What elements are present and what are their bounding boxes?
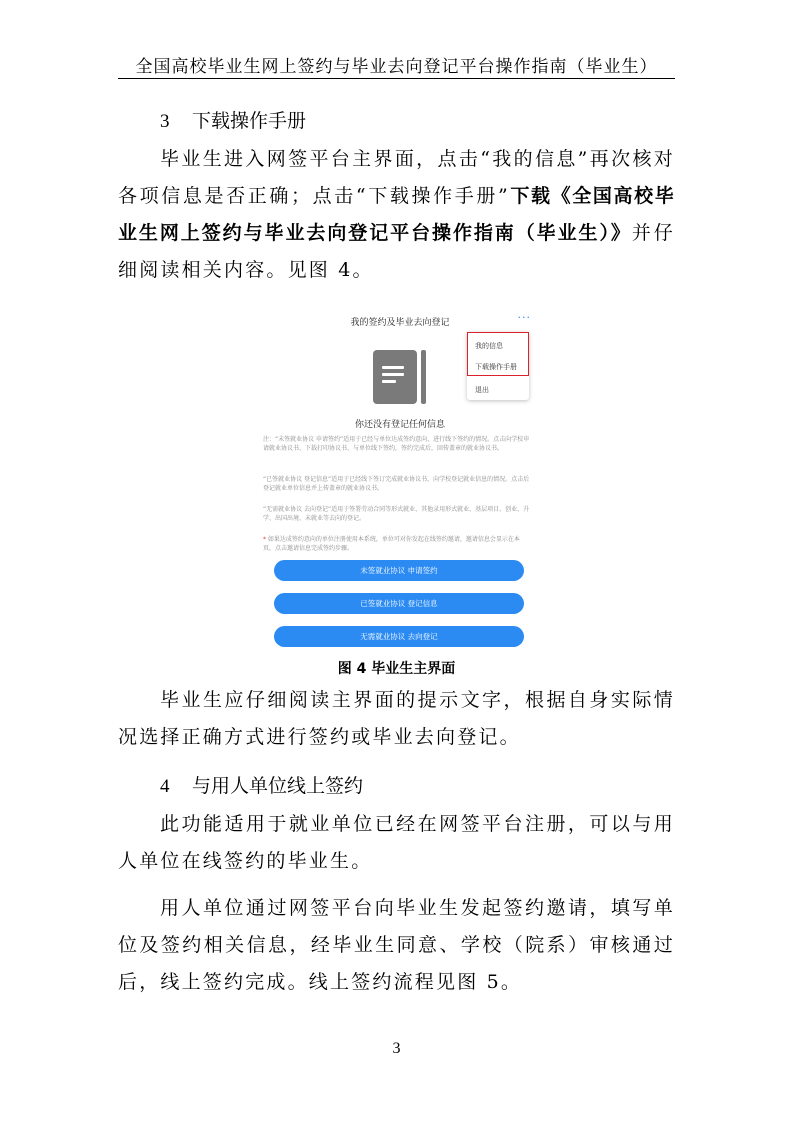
more-icon[interactable]: ··· — [517, 311, 531, 324]
section-4-heading — [160, 771, 363, 798]
section-title: 与用人单位线上签约 — [192, 775, 364, 797]
highlight-box — [467, 332, 529, 376]
page-number: 3 — [392, 1040, 401, 1057]
note-online-invite: * 如果达成签约意向的单位注册使用本系统，单位可对你发起在线签约邀请，邀请信息会显示在本页，点击邀请信息完成签约步骤。 — [263, 535, 531, 553]
register-info-button[interactable]: 已签就业协议 登记信息 — [274, 593, 524, 614]
header-rule — [118, 78, 675, 79]
menu-item-logout[interactable]: 退出 — [475, 386, 489, 394]
apply-sign-button[interactable]: 未签就业协议 申请签约 — [274, 560, 524, 581]
para-bold-text: 下载《全国高校毕业生网上签约与毕业去向登记平台操作指南（毕业生）》 — [118, 185, 675, 244]
menu-item-my-info[interactable]: 我的信息 — [475, 342, 503, 350]
section-number: 3 — [160, 111, 170, 132]
paragraph-process: 用人单位通过网签平台向毕业生发起签约邀请，填写单位及签约相关信息，经毕业生同意、学校（院系）审核通过后，线上签约完成。线上签约流程见图 5。 — [118, 897, 675, 993]
section-number: 4 — [160, 776, 170, 797]
main-interface-screenshot — [255, 305, 545, 657]
para-text: 毕业生进入网签平台主界面，点击“我的信息”再次核对各项信息是否正确；点击“下载操作手册” — [118, 148, 675, 207]
menu-item-download-manual[interactable]: 下载操作手册 — [475, 363, 517, 371]
paragraph-download — [118, 141, 675, 289]
para-text: 并仔细阅读相关内容。见图 4。 — [118, 222, 675, 281]
screen-title: 我的签约及毕业去向登记 — [350, 318, 450, 328]
document-icon-edge — [421, 350, 426, 404]
note-signed: “已签就业协议 登记信息”适用于已经线下签订完成就业协议书，向学校登记就业信息的情况。点击后登记就业单位信息并上传盖章的就业协议书。 — [263, 476, 530, 492]
empty-state-message: 你还没有登记任何信息 — [354, 420, 445, 430]
page-header: 全国高校毕业生网上签约与毕业去向登记平台操作指南（毕业生） — [135, 57, 658, 77]
section-title: 下载操作手册 — [192, 110, 307, 132]
section-3-heading — [160, 106, 306, 133]
paragraph-read-tips: 毕业生应仔细阅读主界面的提示文字，根据自身实际情况选择正确方式进行签约或毕业去向登记。 — [118, 689, 675, 748]
document-icon — [373, 350, 417, 404]
figure-caption: 图 4 毕业生主界面 — [337, 661, 456, 677]
paragraph-applicability: 此功能适用于就业单位已经在网签平台注册，可以与用人单位在线签约的毕业生。 — [118, 813, 675, 872]
note-no-agreement: “无需就业协议 去向登记”适用于签署劳动合同等形式就业、其他录用形式就业、基层项目、创业、升学、出国出境、未就业等去向的登记。 — [263, 506, 530, 522]
note-unsigned: 注：“未签就业协议 申请签约”适用于已经与单位达成签约意向、进行线下签约的情况。点击向学校申请就业协议书、下载打印协议书、与单位线下签约，签约完成后，回传盖章的就业协议书。 — [263, 436, 530, 452]
destination-register-button[interactable]: 无需就业协议 去向登记 — [274, 626, 524, 647]
